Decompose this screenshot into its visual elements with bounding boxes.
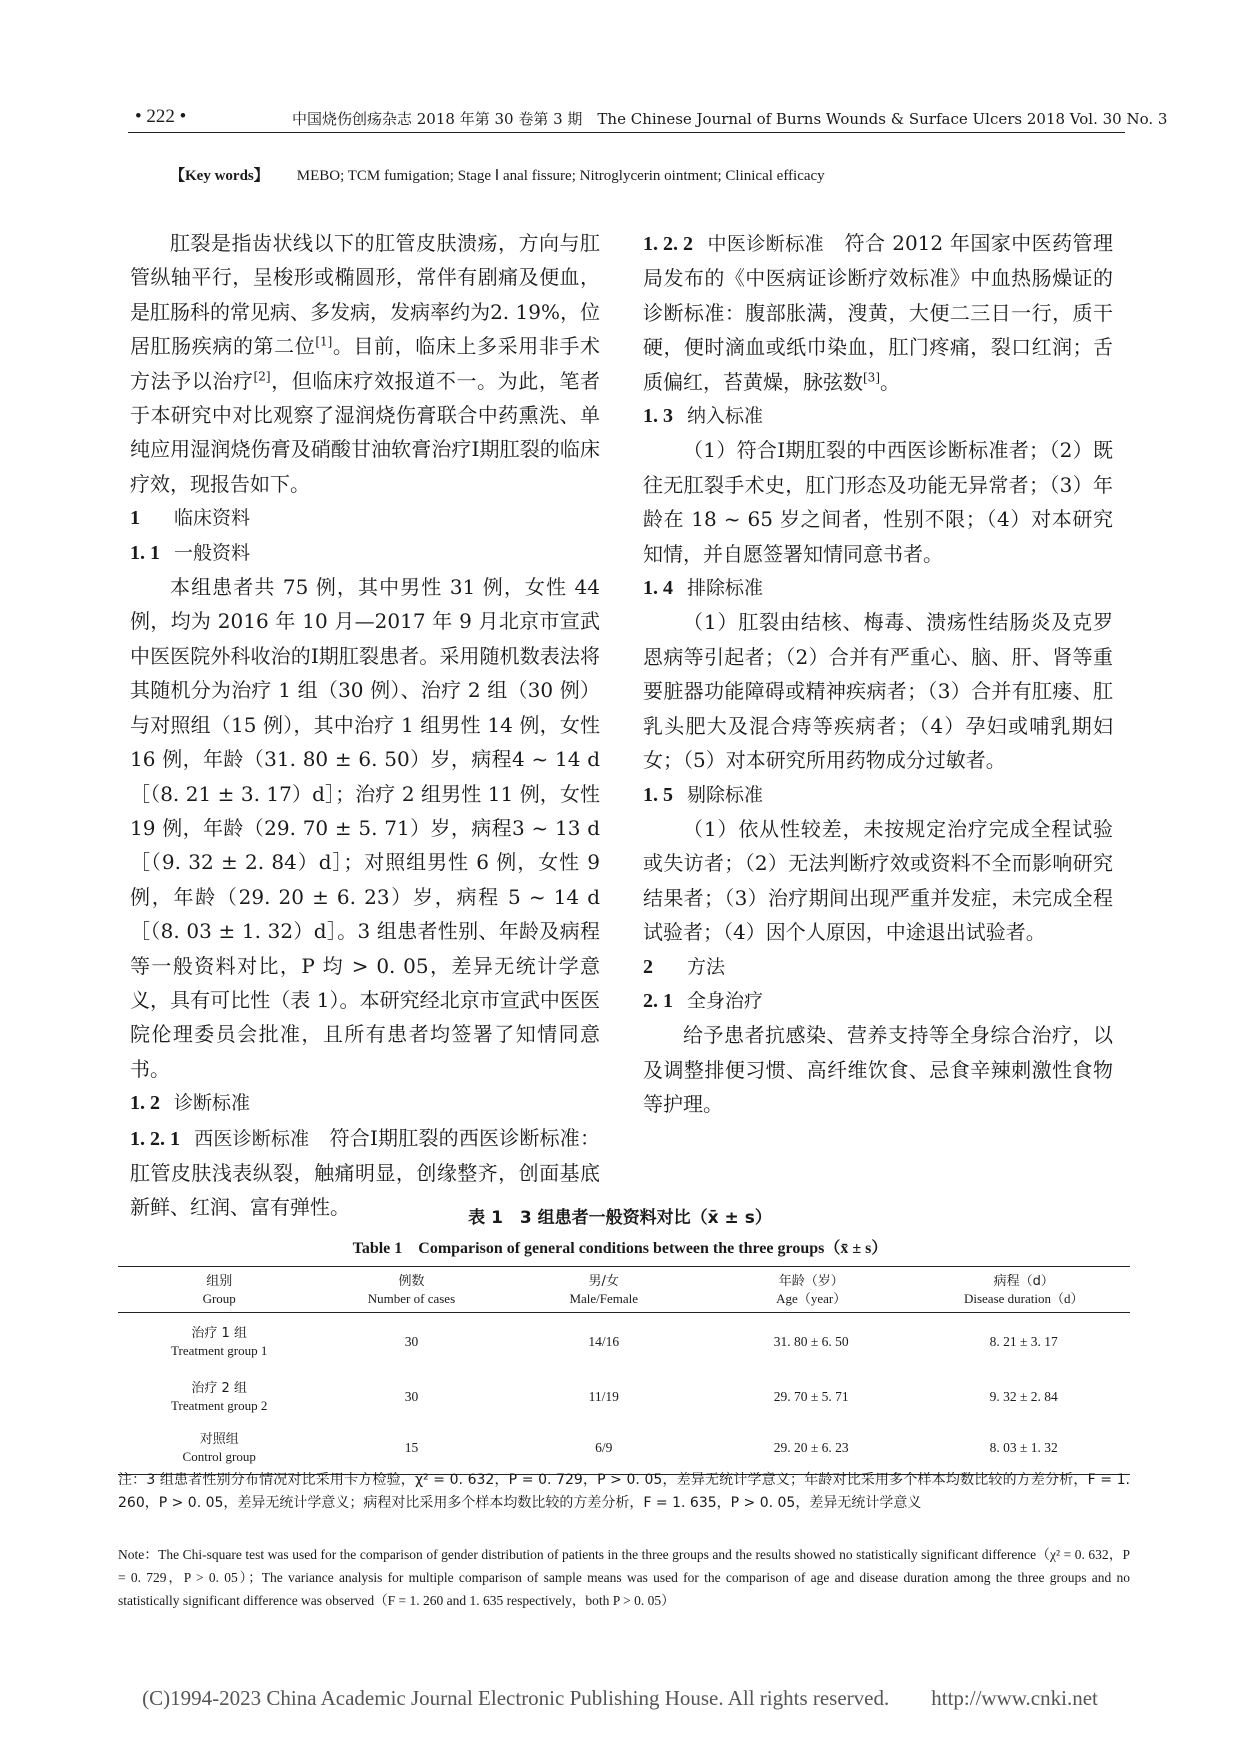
keywords-line <box>170 164 825 185</box>
cell-group: 对照组 Control group <box>182 1432 256 1465</box>
cell-group: 治疗 2 组 Treatment group 2 <box>171 1380 268 1413</box>
section-title: 一般资料 <box>174 541 251 564</box>
section-number: 1. 4 <box>643 577 673 600</box>
section-1-4-heading <box>643 571 1113 605</box>
section-1-5-heading <box>643 778 1113 812</box>
section-number: 1. 2. 1 <box>130 1127 180 1150</box>
col-header-male-female: 男/女 Male/Female <box>569 1273 639 1306</box>
section-1-3-heading <box>643 399 1113 433</box>
header-rule <box>128 132 1125 133</box>
section-2-heading <box>643 950 1113 984</box>
table-row <box>118 1371 1130 1423</box>
cell-group: 治疗 1 组 Treatment group 1 <box>171 1325 268 1358</box>
cell-male-female: 11/19 <box>588 1388 619 1404</box>
section-number: 2. 1 <box>643 989 673 1012</box>
cell-age: 29. 20 ± 6. 23 <box>773 1440 849 1456</box>
cell-age: 31. 80 ± 6. 50 <box>773 1333 849 1349</box>
keywords-text: MEBO; TCM fumigation; Stage Ⅰ anal fissure; Nitroglycerin ointment; Clinical efficacy <box>296 168 825 184</box>
cell-age: 29. 70 ± 5. 71 <box>773 1388 849 1404</box>
section-number: 2 <box>643 955 653 978</box>
section-title: 纳入标准 <box>687 405 764 428</box>
table-header-row <box>118 1267 1130 1313</box>
section-1-heading <box>130 501 600 535</box>
cell-cases: 15 <box>404 1440 419 1456</box>
data-table <box>118 1266 1130 1475</box>
table-note-cn: 注：3 组患者性别分布情况对比采用卡方检验，χ² = 0. 632，P = 0. 729，P > 0. 05，差异无统计学意义；年龄对比采用多个样本均数比较的方差分析，F = 1. 260，P > 0. 05，差异无统计学意义；病程对比采用多个样本均数比较的方差分析，F = 1. 635，P > 0. 05，差异无统计学意义 <box>118 1472 1130 1511</box>
section-1-2-heading <box>130 1086 600 1120</box>
section-1-5-paragraph: （1）依从性较差，未按规定治疗完成全程试验或失访者；（2）无法判断疗效或资料不全而影响研究结果者；（3）治疗期间出现严重并发症，未完成全程试验者；（4）因个人原因，中途退出试验者。 <box>643 816 1113 945</box>
section-title: 中医诊断标准 <box>707 233 825 255</box>
cell-cases: 30 <box>404 1388 419 1404</box>
cell-duration: 8. 03 ± 1. 32 <box>989 1440 1058 1456</box>
section-title: 排除标准 <box>687 577 764 600</box>
section-text: 符合 2012 年国家中医药管理局发布的《中医病证诊断疗效标准》中血热肠燥证的诊断标准：腹部胀满，溲黄，大便二三日一行，质干硬，便时滴血或纸巾染血，肛门疼痛，裂口红润；舌质偏红，苔黄燥，脉弦数 <box>643 231 1113 394</box>
section-2-1-heading <box>643 984 1113 1018</box>
section-number: 1 <box>130 507 140 530</box>
citation-3[interactable]: [3] <box>863 369 880 384</box>
page-number: • 222 • <box>135 106 187 127</box>
section-1-3-paragraph: （1）符合Ⅰ期肛裂的中西医诊断标准者；（2）既往无肛裂手术史，肛门形态及功能无异常者；（3）年龄在 18 ~ 65 岁之间者，性别不限；（4）对本研究知情，并自愿签署知情同意书者。 <box>643 438 1113 566</box>
section-number: 1. 2 <box>130 1092 160 1115</box>
section-title: 西医诊断标准 <box>194 1127 310 1150</box>
section-1-2-2-paragraph <box>643 226 1113 399</box>
intro-text-end: ，但临床疗效报道不一。为此，笔者于本研究中对比观察了湿润烧伤膏联合中药熏洗、单纯应用湿润烧伤膏及硝酸甘油软膏治疗Ⅰ期肛裂的临床疗效，现报告如下。 <box>130 368 601 496</box>
cell-duration: 9. 32 ± 2. 84 <box>989 1388 1058 1404</box>
section-number: 1. 2. 2 <box>643 233 693 255</box>
section-title: 剔除标准 <box>687 783 764 806</box>
col-header-duration: 病程（d） Disease duration（d） <box>963 1273 1084 1306</box>
copyright-footer: (C)1994-2023 China Academic Journal Electronic Publishing House. All rights reserved. http://www.cnki.net <box>142 1686 1098 1710</box>
table-row <box>118 1313 1130 1371</box>
section-number: 1. 1 <box>130 541 160 564</box>
keywords-label: 【Key words】 <box>170 168 269 184</box>
section-number: 1. 3 <box>643 405 673 428</box>
section-text: 符合Ⅰ期肛裂的西医诊断标准：肛管皮肤浅表纵裂，触痛明显，创缘整齐，创面基底新鲜、红润、富有弹性。 <box>130 1125 601 1220</box>
section-title: 临床资料 <box>174 507 251 530</box>
section-number: 1. 5 <box>643 783 673 806</box>
cell-male-female: 6/9 <box>595 1440 613 1456</box>
intro-text: 肛裂是指齿状线以下的肛管皮肤溃疡，方向与肛管纵轴平行，呈梭形或椭圆形，常伴有剧痛及便血，是肛肠科的常见病、多发病，发病率约为2. 19%，位居肛肠疾病的第二位 <box>130 231 600 359</box>
citation-1[interactable]: [1] <box>315 334 333 349</box>
section-1-1-heading <box>130 536 600 570</box>
table-row <box>118 1423 1130 1475</box>
section-1-4-paragraph: （1）肛裂由结核、梅毒、溃疡性结肠炎及克罗恩病等引起者；（2）合并有严重心、脑、肝、肾等重要脏器功能障碍或精神疾病者；（3）合并有肛瘘、肛乳头肥大及混合痔等疾病者；（4）孕妇或哺乳期妇女；（5）对本研究所用药物成分过敏者。 <box>643 610 1113 773</box>
cell-male-female: 14/16 <box>588 1333 620 1349</box>
section-title: 全身治疗 <box>687 989 764 1012</box>
section-1-1-paragraph: 本组患者共 75 例，其中男性 31 例，女性 44 例，均为 2016 年 10 月—2017 年 9 月北京市宣武中医医院外科收治的Ⅰ期肛裂患者。采用随机数表法将其随机分为治疗 1 组（30 例）、治疗 2 组（30 例）与对照组（15 例），其中治疗 1 组男性 14 例，女性 16 例，年龄（31. 80 ± 6. 50）岁，病程4 ~ 14 d［（8. 21 ± 3. 17）d］；治疗 2 组男性 11 例，女性 19 例，年龄（29. 70 ± 5. 71）岁，病程3 ~ 13 d［（9. 32 ± 2. 84）d］；对照组男性 6 例，女性 9 例，年龄（29. 20 ± 6. 23）岁，病程 5 ~ 14 d［（8. 03 ± 1. 32）d］。3 组患者性别、年龄及病程等一般资料对比，P 均 > 0. 05，差异无统计学意义，具有可比性（表 1）。本研究经北京市宣武中医医院伦理委员会批准，且所有患者均签署了知情同意书。 <box>130 575 600 1081</box>
section-title: 诊断标准 <box>174 1092 251 1115</box>
intro-text-mid: 。目前，临床上多采用非手术方法予以治疗 <box>130 334 601 393</box>
right-column <box>643 226 1113 1122</box>
table-note-en: Note：The Chi-square test was used for the comparison of gender distribution of patients in the three groups and the results showed no statistically significant difference（χ² = 0. 632，P = 0. 729，P > 0. 05）；The variance analysis for multiple comparison of sample means was used for the comparison of age and disease duration among the three groups and no statistically significant difference was observed（F = 1. 260 and 1. 635 respectively，both P > 0. 05） <box>118 1547 1130 1608</box>
left-column <box>130 226 600 1225</box>
col-header-age: 年龄（岁） Age（year） <box>776 1273 847 1306</box>
cell-duration: 8. 21 ± 3. 17 <box>989 1333 1058 1349</box>
col-header-cases: 例数 Number of cases <box>367 1273 456 1306</box>
running-header: 中国烧伤创疡杂志 2018 年第 30 卷第 3 期 The Chinese Journal of Burns Wounds & Surface Ulcers 2018 Vol. 30 No. 3 <box>292 110 1168 128</box>
intro-paragraph <box>130 226 600 501</box>
section-2-1-paragraph: 给予患者抗感染、营养支持等全身综合治疗，以及调整排便习惯、高纤维饮食、忌食辛辣刺激性食物等护理。 <box>643 1023 1113 1117</box>
citation-2[interactable]: [2] <box>253 368 271 383</box>
section-title: 方法 <box>687 955 726 978</box>
table-title-cn: 表 1 3 组患者一般资料对比（x̄ ± s） <box>468 1208 772 1228</box>
table-title-en: Table 1 Comparison of general conditions between the three groups（x̄ ± s） <box>352 1240 888 1257</box>
section-text-end: 。 <box>880 369 900 394</box>
col-header-group: 组别 Group <box>202 1273 236 1306</box>
cell-cases: 30 <box>404 1333 419 1349</box>
